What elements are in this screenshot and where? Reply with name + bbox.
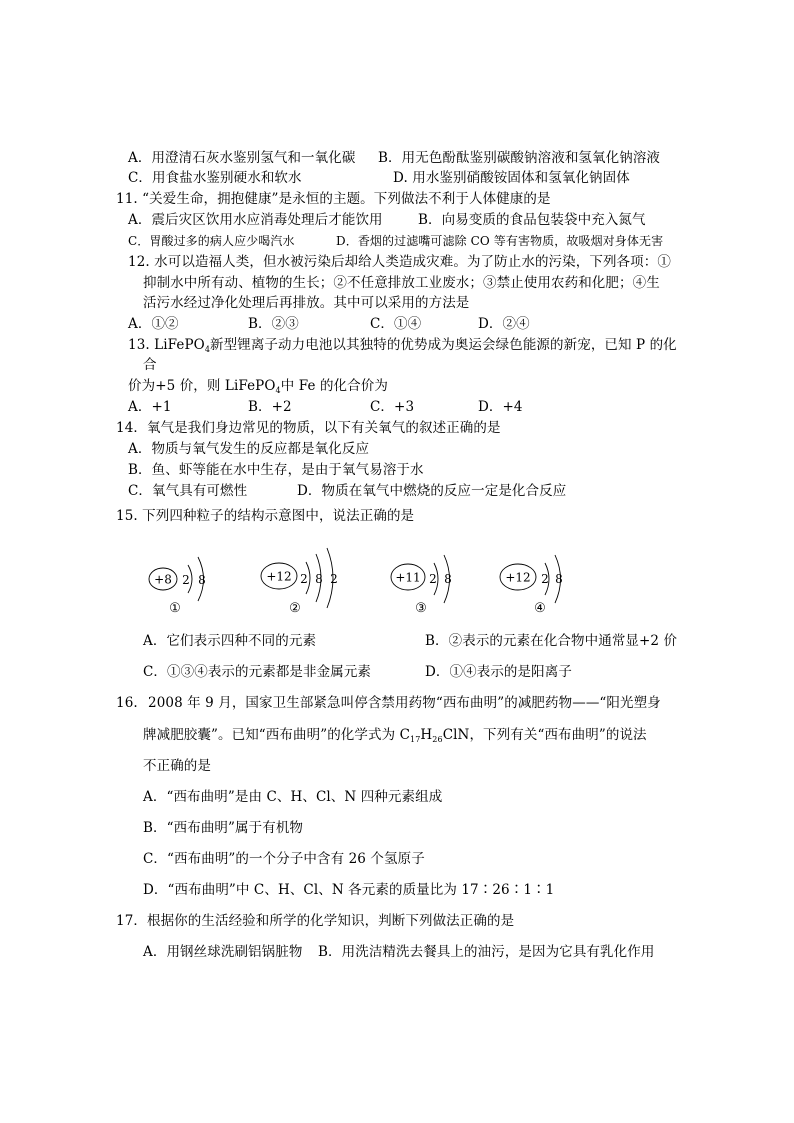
q10-option-b: B．用无色酚酞鉴别碳酸钠溶液和氢氧化钠溶液 <box>378 150 661 166</box>
q15-option-d: D．①④表示的是阳离子 <box>425 664 572 680</box>
q14-stem: 14．氧气是我们身边常见的物质，以下有关氧气的叙述正确的是 <box>116 420 501 436</box>
atom-2-label: ② <box>289 601 301 616</box>
atom-4-nucleus: +12 <box>505 570 531 585</box>
atom-1-nucleus: +8 <box>154 572 172 587</box>
q16-stem-line2 <box>143 726 647 744</box>
q13-stem-line2: 合 <box>143 357 157 373</box>
q13-stem-line1-prefix: 13. LiFePO <box>128 337 205 353</box>
atom-4-shell-1: 2 <box>541 572 549 586</box>
q16-stem-line3: 不正确的是 <box>143 758 211 774</box>
q13-stem-line3-prefix: 价为+5 价，则 LiFePO <box>128 378 276 394</box>
q17-option-b: B．用洗洁精洗去餐具上的油污，是因为它具有乳化作用 <box>318 944 655 960</box>
q12-option-c: C．①④ <box>370 316 422 332</box>
q16-number: 16. <box>116 695 138 711</box>
q16-option-d: D．“西布曲明”中 C、H、Cl、N 各元素的质量比为 17∶26∶1∶1 <box>143 882 555 898</box>
q16-stem-line1: 2008 年 9 月，国家卫生部紧急叫停含禁用药物“西布曲明”的减肥药物——“阳光塑身 <box>148 695 661 711</box>
q11-option-c: C．胃酸过多的病人应少喝汽水 <box>128 234 295 248</box>
q13-option-a: A．+1 <box>128 399 172 415</box>
q16-stem-line2-suffix: ClN，下列有关“西布曲明”的说法 <box>442 727 647 743</box>
atom-diagram-1 <box>147 545 227 617</box>
q16-formula-c-subscript: 17 <box>410 735 421 744</box>
atom-diagram-4 <box>499 545 579 617</box>
atom-3-nucleus: +11 <box>395 570 421 585</box>
q13-stem-line1-suffix: 新型锂离子动力电池以其独特的优势成为奥运会绿色能源的新宠，已知 P 的化 <box>210 337 677 353</box>
q14-option-b: B．鱼、虾等能在水中生存，是由于氧气易溶于水 <box>128 462 424 478</box>
q13-option-c: C．+3 <box>370 399 415 415</box>
q12-option-d: D．②④ <box>478 316 530 332</box>
atom-1-shell-1: 2 <box>182 573 190 587</box>
q16-formula-h: H <box>420 727 433 743</box>
q12-stem-line1: 12. 水可以造福人类，但水被污染后却给人类造成灾难。为了防止水的污染，下列各项：① <box>128 254 671 270</box>
atom-2-shell-3: 2 <box>330 572 338 586</box>
q13-formula-subscript-2: 4 <box>275 386 281 395</box>
q11-stem: 11. “关爱生命，拥抱健康”是永恒的主题。下列做法不利于人体健康的是 <box>116 191 551 207</box>
q15-stem: 15. 下列四种粒子的结构示意图中，说法正确的是 <box>116 508 415 524</box>
q14-option-d: D．物质在氧气中燃烧的反应一定是化合反应 <box>297 483 567 499</box>
atom-2-shell-1: 2 <box>300 572 308 586</box>
q11-option-d: D．香烟的过滤嘴可滤除 CO 等有害物质，故吸烟对身体无害 <box>336 234 664 248</box>
q16-formula-h-subscript: 26 <box>432 735 443 744</box>
atom-diagram-2 <box>259 545 349 617</box>
atom-1-shell-2: 8 <box>198 573 206 587</box>
q13-stem-line3 <box>128 377 388 395</box>
q16-stem-line2-prefix: 牌减肥胶囊”。已知“西布曲明”的化学式为 C <box>143 727 411 743</box>
atom-1-label: ① <box>169 601 181 616</box>
atom-3-shell-1: 2 <box>429 572 437 586</box>
q16-option-b: B．“西布曲明”属于有机物 <box>143 820 304 836</box>
q16-option-c: C．“西布曲明”的一个分子中含有 26 个氢原子 <box>143 851 425 867</box>
q13-option-d: D．+4 <box>478 399 523 415</box>
q15-option-c: C．①③④表示的元素都是非金属元素 <box>143 664 372 680</box>
q15-option-a: A．它们表示四种不同的元素 <box>143 633 317 649</box>
q13-stem-line3-suffix: 中 Fe 的化合价为 <box>280 378 388 394</box>
q15-option-b: B．②表示的元素在化合物中通常显+2 价 <box>425 633 678 649</box>
q12-stem-line3: 活污水经过净化处理后再排放。其中可以采用的方法是 <box>143 295 470 311</box>
q16-option-a: A．“西布曲明”是由 C、H、Cl、N 四种元素组成 <box>143 789 443 805</box>
q11-option-a: A．震后灾区饮用水应消毒处理后才能饮用 <box>128 212 383 228</box>
q10-option-c: C．用食盐水鉴别硬水和软水 <box>128 170 302 186</box>
atom-diagram-3 <box>389 545 469 617</box>
q12-option-b: B．②③ <box>248 316 299 332</box>
q14-option-a: A．物质与氧气发生的反应都是氧化反应 <box>128 441 370 457</box>
q13-formula-subscript: 4 <box>204 345 211 354</box>
q10-option-a: A．用澄清石灰水鉴别氢气和一氧化碳 <box>128 150 356 166</box>
atom-2-nucleus: +12 <box>266 569 292 584</box>
atom-2-shell-2: 8 <box>315 572 323 586</box>
atom-3-shell-2: 8 <box>444 572 452 586</box>
atom-3-label: ③ <box>415 601 427 616</box>
q17-stem: 17．根据你的生活经验和所学的化学知识，判断下列做法正确的是 <box>116 913 515 929</box>
q17-option-a: A．用钢丝球洗刷铝锅脏物 <box>143 944 303 960</box>
q13-stem-line1 <box>128 336 677 354</box>
q12-stem-line2: 抑制水中所有动、植物的生长；②不任意排放工业废水；③禁止使用农药和化肥；④生 <box>143 275 660 291</box>
q10-option-d: D. 用水鉴别硝酸铵固体和氢氧化钠固体 <box>393 170 630 186</box>
atom-4-label: ④ <box>534 601 546 616</box>
q13-option-b: B．+2 <box>248 399 292 415</box>
q14-option-c: C．氧气具有可燃性 <box>128 483 248 499</box>
q11-option-b: B．向易变质的食品包装袋中充入氮气 <box>418 212 646 228</box>
atom-4-shell-2: 8 <box>555 572 563 586</box>
q12-option-a: A．①② <box>128 316 179 332</box>
